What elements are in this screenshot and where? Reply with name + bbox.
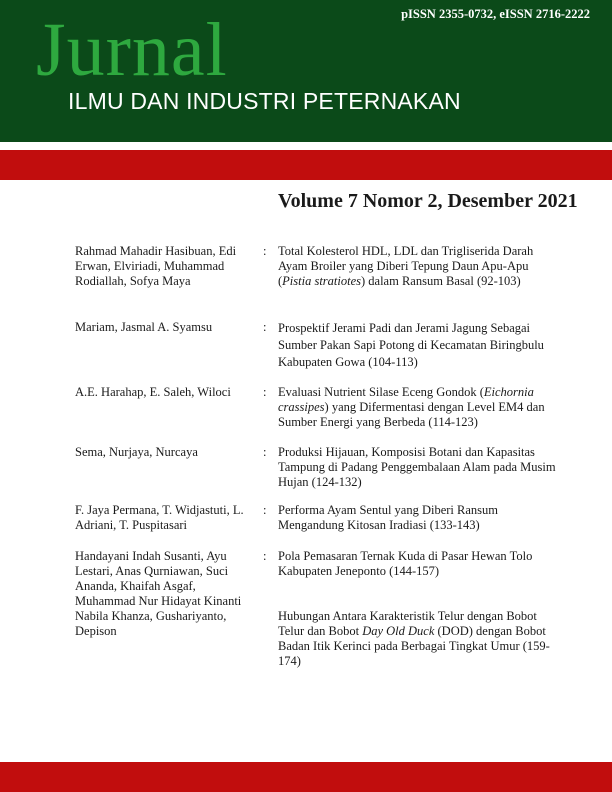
bottom-red-band xyxy=(0,762,612,792)
article-authors: Sema, Nurjaya, Nurcaya xyxy=(75,445,198,459)
article-title: Prospektif Jerami Padi dan Jerami Jagung Sebagai Sumber Pakan Sapi Potong di Kecamatan Biringbulu Kabupaten Gowa (104-113) xyxy=(278,321,544,369)
article-authors: F. Jaya Permana, T. Widjastuti, L. Adriani, T. Puspitasari xyxy=(75,503,244,532)
article-title: Total Kolesterol HDL, LDL dan Trigliserida Darah Ayam Broiler yang Diberi Tepung Daun Apu-Apu (Pistia stratiotes) dalam Ransum Basal (92-103) xyxy=(278,244,534,288)
article-title: Pola Pemasaran Ternak Kuda di Pasar Hewan Tolo Kabupaten Jeneponto (144-157) xyxy=(278,549,533,578)
article-authors: Mariam, Jasmal A. Syamsu xyxy=(75,320,213,334)
article-authors: A.E. Harahap, E. Saleh, Wiloci xyxy=(75,385,231,399)
issn-text: pISSN 2355-0732, eISSN 2716-2222 xyxy=(401,7,590,21)
article-title: Evaluasi Nutrient Silase Eceng Gondok (Eichornia crassipes) yang Difermentasi dengan Level EM4 dan Sumber Energi yang Berbeda (114-123) xyxy=(278,385,545,429)
article-title: Performa Ayam Sentul yang Diberi Ransum Mengandung Kitosan Iradiasi (133-143) xyxy=(278,503,498,532)
separator-colon: : xyxy=(263,503,267,517)
separator-colon: : xyxy=(263,549,267,563)
article-authors: Handayani Indah Susanti, Ayu Lestari, Anas Qurniawan, Suci Ananda, Khaifah Asgaf, Muhammad Nur Hidayat Kinanti Nabila Khanza, Gushariyanto, Depison xyxy=(75,549,242,638)
journal-subtitle: ILMU DAN INDUSTRI PETERNAKAN xyxy=(68,88,461,114)
article-title: Hubungan Antara Karakteristik Telur dengan Bobot Telur dan Bobot Day Old Duck (DOD) dengan Bobot Badan Itik Kerinci pada Berbagai Tingkat Umur (159-174) xyxy=(278,609,550,668)
journal-header xyxy=(0,0,612,142)
separator-colon: : xyxy=(263,385,267,399)
article-authors: Rahmad Mahadir Hasibuan, Edi Erwan, Elviriadi, Muhammad Rodiallah, Sofya Maya xyxy=(75,244,237,288)
separator-colon: : xyxy=(263,244,267,258)
top-red-band xyxy=(0,150,612,180)
separator-colon: : xyxy=(263,445,267,459)
journal-word: Jurnal xyxy=(36,8,228,92)
separator-colon: : xyxy=(263,320,267,334)
volume-title: Volume 7 Nomor 2, Desember 2021 xyxy=(278,190,578,212)
article-title: Produksi Hijauan, Komposisi Botani dan Kapasitas Tampung di Padang Penggembalaan Alam pada Musim Hujan (124-132) xyxy=(278,445,556,489)
